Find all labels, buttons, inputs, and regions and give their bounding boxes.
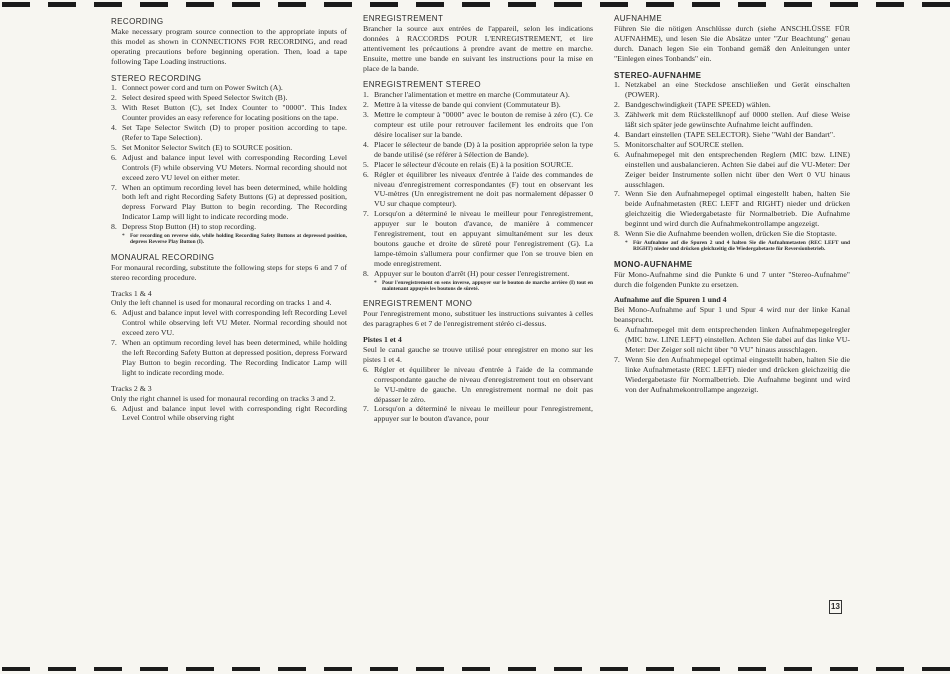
list-item: 6. Adjust and balance input level with corresponding right Recording Level Control while observing right (111, 403, 347, 423)
mono-14-steps (111, 308, 347, 377)
list-item: 6. Régler et équilibrer les niveaux d'entrée à l'aide des commandes de niveau d'enregistrement correspondantes (F) tout en observant les VU-mètres (Un enregistrement ne doit pas normalement dépasser 0 VU sur chaque compteur). (363, 169, 593, 209)
border-dash (508, 2, 536, 7)
border-dash (692, 667, 720, 671)
border-dash (692, 2, 720, 7)
stereo-steps-list-de (614, 80, 850, 239)
list-item: 2. Mettre à la vitesse de bande qui convient (Commutateur B). (363, 100, 561, 110)
recording-intro: Make necessary program source connection to the appropriate inputs of this model as shown in CONNECTIONS FOR RECORDING, and read operating precautions before beginning operation. Then, load a tape following Tape Loading instructions. (111, 26, 347, 66)
border-dash (462, 667, 490, 671)
reverse-recording-note: * For recording on reverse side, while holding Recording Safety Buttons at depressed position, depress Reverse Play Button (I). (122, 233, 347, 246)
page-number: 13 (829, 600, 842, 614)
tracks-1-4-text: Only the left channel is used for monaural recording on tracks 1 and 4. (111, 298, 332, 308)
list-item: 7. Wenn Sie den Aufnahmepegel optimal eingestellt haben, halten Sie beide Aufnahmetasten (REC LEFT and RIGHT) nieder und drücken gleichzeitig die Wiedergabetaste für Normalbetrieb. Die Aufnahme beginnt und wird durch die Aufnahmekontrollampe angezeigt. (614, 189, 850, 229)
list-item: 6. Aufnahmepegel mit den entsprechenden Reglern (MIC bzw. LINE) einstellen und ausbalancieren. Achten Sie dabei auf die VU-Meter: Der Zeiger beider Instrumente sollen nicht über den Wert 0 VU hinaus ausschlagen. (614, 149, 850, 189)
list-item: 6. Régler et équilibrer le niveau d'entrée à l'aide de la commande correspondante gauche de niveau d'enregistrement tout en observant le VU-mètre de gauche. Un enregistrement normal ne doit pas dépasser le zéro. (363, 364, 593, 404)
list-item: 1. Connect power cord and turn on Power Switch (A). (111, 83, 283, 93)
stereo-steps-list-fr (363, 90, 593, 278)
mono-intro-fr: Pour l'enregistrement mono, substituer les instructions suivantes à celles des paragraphes 6 et 7 de l'enregistrement stéréo ci-dessus. (363, 309, 593, 329)
border-dash (48, 667, 76, 671)
border-dash (600, 667, 628, 671)
enregistrement-stereo-heading: ENREGISTREMENT STEREO (363, 80, 482, 90)
border-dash (94, 2, 122, 7)
border-dash (784, 2, 812, 7)
list-item: 1. Netzkabel an eine Steckdose anschließen und Gerät einschalten (POWER). (614, 80, 850, 100)
spuren-1-4-heading: Aufnahme auf die Spuren 1 und 4 (614, 295, 727, 305)
list-item: 7. Wenn Sie den Aufnahmepegel optimal eingestellt haben, halten Sie die linke Aufnahmetaste (REC LEFT) nieder und drücken gleichzeitig die Wiedergabetaste für Normalbetrieb. Die Aufnahme beginnt und wird von der Aufnahmekontrollampe angezeigt. (614, 354, 850, 394)
reverse-recording-note-de: * Für Aufnahme auf die Spuren 2 und 4 halten Sie die Aufnahmetasten (REC LEFT und RIGHT) nieder und drücken gleichzeitig die Wiedergabetaste für Reversionbetrieb. (625, 239, 850, 253)
border-dash (922, 2, 950, 7)
mono-intro-de: Für Mono-Aufnahme sind die Punkte 6 und 7 unter "Stereo-Aufnahme" durch die folgenden Punkte zu ersetzen. (614, 269, 850, 289)
list-item: 6. Aufnahmepegel mit dem entsprechenden linken Aufnahmepegelregler (MIC bzw. LINE LEFT) einstellen. Achten Sie dabei auf das linke VU-Meter: Der Zeiger soll nicht über "0 VU" hinaus ausschlagen. (614, 325, 850, 354)
border-dash (830, 667, 858, 671)
border-dash (140, 667, 168, 671)
aufnahme-heading: AUFNAHME (614, 14, 663, 23)
list-item: 5. Set Monitor Selector Switch (E) to SOURCE position. (111, 142, 293, 152)
border-dash (48, 2, 76, 7)
list-item: 5. Monitorschalter auf SOURCE stellen. (614, 139, 744, 149)
list-item: 4. Placer le sélecteur de bande (D) à la position appropriée selon la type de bande utilisé (se référer à Sélection de Bande). (363, 139, 593, 159)
border-dash (94, 667, 122, 671)
spuren-1-4-text: Bei Mono-Aufnahme auf Spur 1 und Spur 4 wird nur der linke Kanal beansprucht. (614, 305, 850, 325)
list-item: 3. With Reset Button (C), set Index Counter to "0000". This Index Counter provides an easy reference for locating positions on the tape. (111, 103, 347, 123)
aufnahme-intro: Führen Sie die nötigen Anschlüsse durch (siehe ANSCHLÜSSE FÜR AUFNAHME), und lesen Sie die Absätze unter "Zur Beachtung" genau durch. Danach legen Sie ein Tonband gemäß den Anleitungen unter "Einlegen eines Tonbands" ein. (614, 23, 850, 63)
border-dash (416, 2, 444, 7)
border-dash (508, 667, 536, 671)
mono-14-steps-de (614, 325, 850, 394)
border-dash (738, 667, 766, 671)
monaural-intro: For monaural recording, substitute the following steps for steps 6 and 7 of stereo recording procedure. (111, 262, 347, 282)
monaural-heading: MONAURAL RECORDING (111, 252, 215, 262)
reverse-recording-note-fr: * Pour l'enregistrement en sens inverse, appuyer sur le bouton de marche arrière (I) tout en maintenant appuyés les boutons de sûreté. (374, 279, 593, 292)
english-column (111, 14, 347, 423)
list-item: 7. When an optimum recording level has been determined, while holding both left and right Recording Safety Buttons (G) at depressed position, depress Forward Play Button to begin recording. The Recording Indicator Lamp will light to indicate recording mode. (111, 182, 347, 222)
list-item: 7. When an optimum recording level has been determined, while holding the left Recording Safety Button at depressed position, depress Forward Play Button to begin recording. The Recording Indicator Lamp will light to indicate recording mode. (111, 338, 347, 377)
list-item: 8. Depress Stop Button (H) to stop recording. (111, 222, 257, 232)
stereo-aufnahme-heading: STEREO-AUFNAHME (614, 70, 702, 80)
border-dash (278, 667, 306, 671)
list-item: 8. Wenn Sie die Aufnahme beenden wollen, drücken Sie die Stoptaste. (614, 229, 837, 239)
list-item: 8. Appuyer sur le bouton d'arrêt (H) pour cesser l'enregistrement. (363, 268, 570, 278)
list-item: 7. Lorsqu'on a déterminé le niveau le meilleur pour l'enregistrement, appuyer sur le bouton d'avance, de manière à commencer l'enregistrement, tout en appuyant simultanément sur les deux boutons gauche et droite de sûreté pour l'enregistrement (G). La lampe-témoin s'allumera pour confirmer que l'on se trouve bien en mode enregistrement. (363, 209, 593, 268)
list-item: 3. Mettre le compteur à "0000" avec le bouton de remise à zéro (C). Ce compteur est utile pour retrouver facilement les endroits que l'on désire localiser sur la bande. (363, 110, 593, 139)
german-column (614, 14, 850, 395)
border-dash (232, 2, 260, 7)
border-dash (2, 2, 30, 7)
stereo-steps-list (111, 83, 347, 232)
enregistrement-intro: Brancher la source aux entrées de l'appareil, selon les indications données à RACCORDS POUR L'ENREGISTREMENT, et lire attentivement les précautions à prendre avant de mettre en marche. Ensuite, mettre une bande en suivant les instructions pour la mise en place de la bande. (363, 23, 593, 73)
list-item: 6. Adjust and balance input level with corresponding left Recording Level Control while observing left VU Meter. Normal recording should not exceed zero VU. (111, 308, 347, 338)
mono-aufnahme-heading: MONO-AUFNAHME (614, 259, 693, 269)
enregistrement-heading: ENREGISTREMENT (363, 14, 444, 23)
border-dash (554, 2, 582, 7)
border-dash (324, 667, 352, 671)
border-dash (140, 2, 168, 7)
list-item: 1. Brancher l'alimentation et mettre en marche (Commutateur A). (363, 90, 570, 100)
border-dash (370, 2, 398, 7)
border-dash (738, 2, 766, 7)
list-item: 2. Bandgeschwindigkeit (TAPE SPEED) wählen. (614, 100, 771, 110)
border-dash (186, 2, 214, 7)
recording-heading: RECORDING (111, 17, 164, 26)
mono-23-steps (111, 404, 347, 424)
border-dash (876, 667, 904, 671)
border-dash (646, 2, 674, 7)
list-item: 5. Placer le sélecteur d'écoute en relais (E) à la position SOURCE. (363, 159, 574, 169)
list-item: 6. Adjust and balance input level with corresponding Recording Level Controls (F) while observing VU Meters. Normal recording should not exceed zero VU level on either meter. (111, 152, 347, 182)
border-dash (830, 2, 858, 7)
enregistrement-mono-heading: ENREGISTREMENT MONO (363, 299, 473, 309)
list-item: 4. Set Tape Selector Switch (D) to proper position according to tape. (Refer to Tape Selection). (111, 123, 347, 142)
pistes-1-4-heading: Pistes 1 et 4 (363, 335, 402, 345)
french-column (363, 14, 593, 424)
pistes-1-4-text: Seul le canal gauche se trouve utilisé pour enregistrer en mono sur les pistes 1 et 4. (363, 345, 593, 364)
tracks-1-4-heading: Tracks 1 & 4 (111, 288, 152, 298)
border-dash (646, 667, 674, 671)
border-dash (278, 2, 306, 7)
border-dash (554, 667, 582, 671)
border-dash (416, 667, 444, 671)
border-dash (232, 667, 260, 671)
tracks-2-3-text: Only the right channel is used for monaural recording on tracks 3 and 2. (111, 393, 336, 403)
stereo-recording-heading: STEREO RECORDING (111, 73, 202, 83)
border-dash (600, 2, 628, 7)
mono-14-steps-fr (363, 365, 593, 424)
border-dash (876, 2, 904, 7)
top-dash-border (0, 0, 950, 12)
border-dash (186, 667, 214, 671)
border-dash (2, 667, 30, 671)
border-dash (784, 667, 812, 671)
border-dash (370, 667, 398, 671)
border-dash (922, 667, 950, 671)
border-dash (462, 2, 490, 7)
list-item: 7. Lorsqu'on a déterminé le niveau le meilleur pour l'enregistrement, appuyer sur le bouton d'avance, pour (363, 404, 593, 424)
tracks-2-3-heading: Tracks 2 & 3 (111, 383, 152, 393)
list-item: 4. Bandart einstellen (TAPE SELECTOR). Siehe "Wahl der Bandart". (614, 129, 836, 139)
list-item: 2. Select desired speed with Speed Selector Switch (B). (111, 93, 288, 103)
list-item: 3. Zählwerk mit dem Rückstellknopf auf 0000 stellen. Auf diese Weise läßt sich später jede gewünschte Aufnahme leicht auffinden. (614, 110, 850, 130)
bottom-dash-border (0, 662, 950, 674)
border-dash (324, 2, 352, 7)
